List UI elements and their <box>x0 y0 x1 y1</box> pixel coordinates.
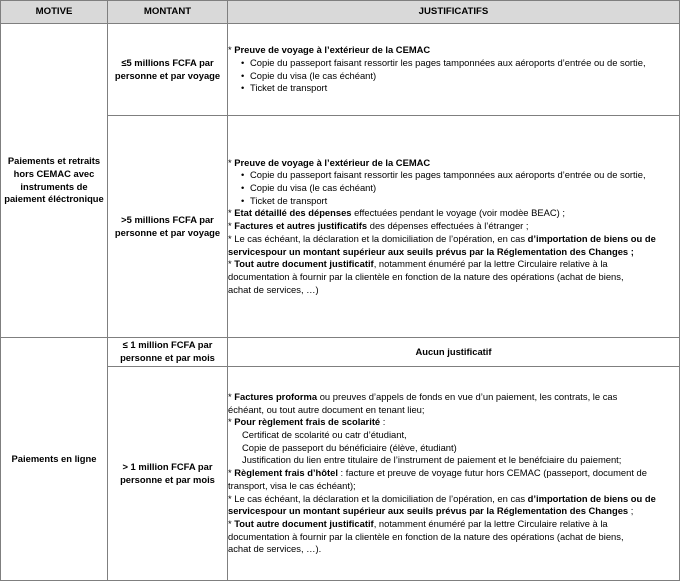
item-line: * Factures et autres justificatifs des dépenses effectuées à l’étranger ; <box>228 220 529 232</box>
montant-cell: ≤ 1 million FCFA par personne et par mois <box>108 338 228 367</box>
sub-item: Copie de passeport du bénéficiaire (élève, étudiant) <box>242 441 457 453</box>
montant-cell: ≤5 millions FCFA par personne et par voyage <box>108 24 228 116</box>
table-row <box>1 338 680 367</box>
justificatifs-cell <box>228 24 680 116</box>
bullet-item: • Copie du passeport faisant ressortir les pages tamponnées aux aéroports d’entrée ou de sortie, <box>228 57 679 70</box>
item-line: * Factures proforma ou preuves d’appels de fonds en vue d’un paiement, les contrats, le cas <box>228 391 618 403</box>
sub-item: Justification du lien entre titulaire de l’instrument de paiement et le benéfciaire du paiement; <box>242 454 622 466</box>
bullet-item: • Copie du visa (le cas échéant) <box>228 70 679 83</box>
montant-cell: > 1 million FCFA par personne et par mois <box>108 367 228 581</box>
motive-cell-online: Paiements en ligne <box>1 338 108 581</box>
header-justificatifs: JUSTIFICATIFS <box>228 1 680 24</box>
item-line: documentation à fournir par la clientèle en fonction de la nature des opérations (achat de biens, <box>228 270 624 282</box>
bullet-item: • Ticket de transport <box>228 82 679 95</box>
item-line: * Etat détaillé des dépenses effectuées pendant le voyage (voir modèe BEAC) ; <box>228 207 565 219</box>
justificatifs-cell <box>228 116 680 338</box>
montant-cell: >5 millions FCFA par personne et par voyage <box>108 116 228 338</box>
item-line: * Preuve de voyage à l’extérieur de la CEMAC <box>228 156 431 168</box>
item-line: * Le cas échéant, la déclaration et la domiciliation de l’opération, en cas d’importation de biens ou de <box>228 232 656 244</box>
item-line: * Tout autre document justificatif, notamment énuméré par la lettre Circulaire relative à la <box>228 517 608 529</box>
justificatifs-cell <box>228 367 680 581</box>
item-line: * Règlement frais d’hôtel : facture et preuve de voyage futur hors CEMAC (passeport, document de <box>228 467 647 479</box>
motive-cell-electronic: Paiements et retraits hors CEMAC avec instruments de paiement éléctronique <box>1 24 108 338</box>
bullet-item: • Ticket de transport <box>228 195 679 208</box>
header-motive: MOTIVE <box>1 1 108 24</box>
item-line: documentation à fournir par la clientèle en fonction de la nature des opérations (achat de biens, <box>228 530 624 542</box>
item-line: achat de services, …). <box>228 543 322 555</box>
item-line: servicespour un montant supérieur aux seuils prévus par la Réglementation des Changes ; <box>228 245 634 257</box>
item-line: achat de services, …) <box>228 283 319 295</box>
sub-item: Certificat de scolarité ou catr d’étudiant, <box>242 429 407 441</box>
item-line: servicespour un montant supérieur aux seuils prévus par la Réglementation des Changes ; <box>228 505 634 517</box>
table-row <box>1 24 680 116</box>
header-row <box>1 1 680 24</box>
item-line: * Preuve de voyage à l’extérieur de la CEMAC <box>228 44 431 56</box>
item-line: * Pour règlement frais de scolarité : <box>228 416 386 428</box>
item-line: échéant, ou tout autre document en tenant lieu; <box>228 403 425 415</box>
header-montant: MONTANT <box>108 1 228 24</box>
item-line: * Tout autre document justificatif, notamment énuméré par la lettre Circulaire relative à la <box>228 258 608 270</box>
justificatifs-cell: Aucun justificatif <box>228 338 680 367</box>
bullet-item: • Copie du passeport faisant ressortir les pages tamponnées aux aéroports d’entrée ou de sortie, <box>228 169 679 182</box>
item-line: * Le cas échéant, la déclaration et la domiciliation de l’opération, en cas d’importation de biens ou de <box>228 492 656 504</box>
bullet-item: • Copie du visa (le cas échéant) <box>228 182 679 195</box>
item-line: transport, visa le cas échéant); <box>228 479 356 491</box>
